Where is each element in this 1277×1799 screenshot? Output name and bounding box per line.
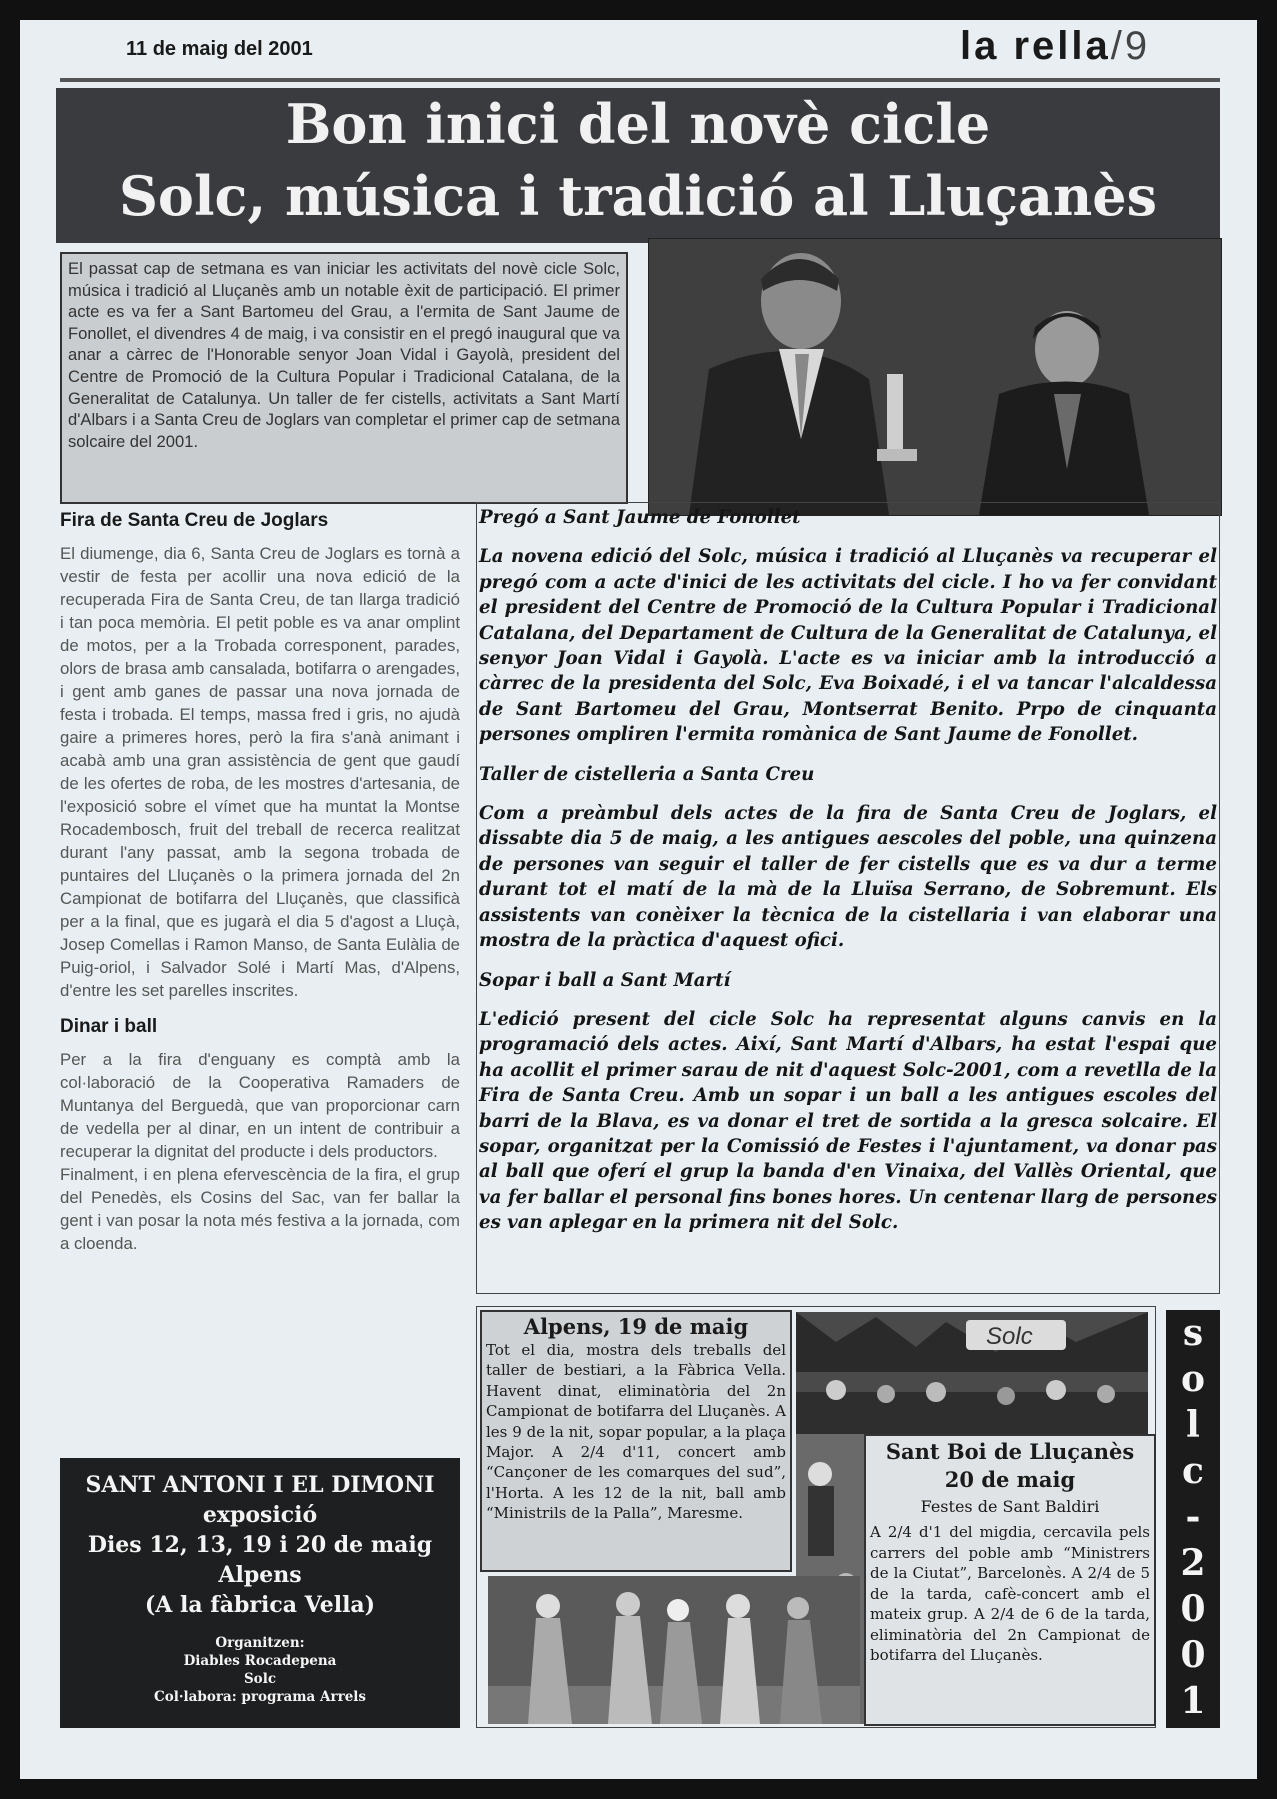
organizer-1: Diables Rocadepena — [183, 1653, 337, 1669]
header-rule — [60, 78, 1220, 82]
center-body-taller: Com a preàmbul dels actes de la fira de Santa Creu de Joglars, el dissabte dia 5 de maig, a les antigues aescoles del poble, una quinzena de persones van seguir el taller de fer cistells que es va dur a terme durant tot el matí de la mà de la Lluïsa Serrano, de Sobremunt. Els assistents van conèixer la tècnica de la cistellaria i van elaborar una mostra de la pràctica d'aquest ofici. — [479, 803, 1217, 952]
photo-prego — [648, 238, 1222, 516]
santboi-subtitle: Festes de Sant Baldiri — [920, 1497, 1100, 1516]
exhibition-dates: Dies 12, 13, 19 i 20 de maig — [87, 1532, 433, 1558]
alpens-title: Alpens, 19 de maig — [523, 1314, 749, 1339]
exhibition-title: SANT ANTONI I EL DIMONI — [85, 1472, 435, 1498]
exhibition-venue: (A la fàbrica Vella) — [144, 1592, 376, 1618]
center-body-prego: La novena edició del Solc, música i tradició al Lluçanès va recuperar el pregó com a acte d'inici de les activitats del cicle. I ho va fer convidant el president del Centre de Promoció de la Cultura Popular i Tradicional Catalana, del Departament de Cultura de la Generalitat de Catalunya, el senyor Joan Vidal i Gayolà. L'acte es va iniciar amb la introducció a càrrec de la presidenta del Solc, Eva Boixadé, i el va tancar l'alcaldessa de Sant Bartomeu del Grau, Montserrat Benito. Prpo de cinquanta persones ompliren l'ermita romànica de Sant Jaume de Fonollet. — [479, 546, 1217, 746]
headline-line-1: Bon inici del novè cicle — [285, 92, 991, 156]
section-body-fira: El diumenge, dia 6, Santa Creu de Joglars es tornà a vestir de festa per acollir una nova edició de la recuperada Fira de Santa Creu, de tan llarga tradició i tan poca memòria. El petit poble es va anar omplint de motos, per a la Trobada corresponent, parades, olors de brasa amb cansalada, botifarra o arengades, i gent amb ganes de passar una nova jornada de festa i trobada. El temps, massa fred i gris, no ajudà gaire a primeres hores, però la fira s'anà animant i acabà amb una gran assistència de gent que gaudí de les ofertes de roba, de les mostres d'artesania, de l'exposició sobre el vímet que ha muntat la Montse Rocadembosch, fruit del treball de recerca realitzat durant l'any passat, amb la segona trobada de puntaires del Lluçanès o la primera jornada del 2n Campionat de botifarra del Lluçanès, que classificà per a la final, que es jugarà el dia 5 d'agost a Lluçà, Josep Comellas i Ramon Manso, de Santa Eulàlia de Puig-oriol, i Salvador Solé i Martí Mas, d'Alpens, d'entre les set parelles inscrites. — [60, 544, 460, 1000]
vertical-letter: c — [1182, 1450, 1204, 1492]
organizers-label: Organitzen: — [215, 1635, 305, 1651]
photo-prego-illustration — [649, 239, 1221, 515]
section-title-dinar: Dinar i ball — [60, 1016, 158, 1037]
headline-line-2: Solc, música i tradició al Lluçanès — [118, 164, 1158, 228]
santboi-body: A 2/4 d'1 del migdia, cercavila pels carrers del poble amb “Ministrers de la Ciutat”, Barcelonès. A 2/4 de 5 de la tarda, cafè-concert amb el mateix grup. A 2/4 de 6 de la tarda, eliminatòria del 2n Campionat de botifarra del Lluçanès. — [870, 1523, 1150, 1664]
section-title-fira: Fira de Santa Creu de Joglars — [60, 510, 329, 531]
left-column — [60, 504, 460, 1255]
solc-2001-vertical-label — [1166, 1310, 1220, 1728]
center-heading-sopar: Sopar i ball a Sant Martí — [479, 969, 731, 991]
center-article — [476, 502, 1220, 1294]
vertical-letter: 0 — [1180, 1634, 1206, 1676]
photo-solc-stage — [796, 1312, 1148, 1434]
intro-paragraph: El passat cap de setmana es van iniciar les activitats del novè cicle Solc, música i tradició al Lluçanès amb un notable èxit de participació. El primer acte es va fer a Sant Bartomeu del Grau, a l'ermita de Sant Jaume de Fonollet, el divendres 4 de maig, i va consistir en el pregó inaugural que va anar a càrrec de l'Honorable senyor Joan Vidal i Gayolà, president del Centre de Promoció de la Cultura Popular i Tradicional Catalana, de la Generalitat de Catalunya. Un taller de fer cistells, activitats a Sant Martí d'Albars i a Santa Creu de Joglars van completar el primer cap de setmana solcaire del 2001. — [60, 252, 628, 504]
photo-solc-sign: Solc — [986, 1323, 1033, 1350]
santboi-title-1: Sant Boi de Lluçanès — [885, 1439, 1135, 1464]
vertical-letter: s — [1182, 1312, 1204, 1354]
vertical-letter: 1 — [1180, 1680, 1206, 1722]
section-body-dinar-2: Finalment, i en plena efervescència de la fira, el grup del Penedès, els Cosins del Sac, van fer ballar la gent i van posar la nota més festiva a la jornada, com a cloenda. — [60, 1165, 460, 1253]
newspaper-page — [20, 20, 1257, 1779]
collaborator: Col·labora: programa Arrels — [153, 1689, 367, 1705]
masthead — [960, 24, 1150, 69]
vertical-letter: o — [1180, 1358, 1205, 1400]
exhibition-box — [60, 1458, 460, 1728]
vertical-letter: - — [1185, 1496, 1201, 1538]
vertical-letter: l — [1186, 1404, 1200, 1446]
exhibition-sub: exposició — [202, 1502, 318, 1528]
santboi-title-2: 20 de maig — [944, 1467, 1076, 1492]
masthead-name: la rella — [960, 24, 1111, 68]
alpens-body: Tot el dia, mostra dels treballs del taller de bestiari, a la Fàbrica Vella. Havent dinat, eliminatòria del 2n Campionat de botifarra del Lluçanès. A les 9 de la nit, sopar popular, a la plaça Major. A 2/4 d'11, concert amb “Cançoner de les comarques del sud”, l'Horta. A les 12 de la nit, ball amb “Ministrils de la Palla”, Maresme. — [486, 1341, 786, 1523]
center-body-sopar: L'edició present del cicle Solc ha representat alguns canvis en la programació dels actes. Així, Sant Martí d'Albars, ha estat l'espai que ha acollit el primer sarau de nit d'aquest Solc-2001, com a revetlla de la Fira de Santa Creu. Amb un sopar i un ball a les antigues escoles del barri de la Blava, es va donar el tret de sortida a la gresca solcaire. El sopar, organitzat per la Comissió de Festes i l'ajuntament, va donar pas al ball que oferí el grup la banda d'en Vinaixa, del Vallès Oriental, que va fer ballar el personal fins bones hores. Un centenar llarg de persones es van aplegar en la primera nit del Solc. — [479, 1008, 1217, 1234]
page-number: /9 — [1110, 24, 1151, 68]
photo-dancers — [488, 1576, 860, 1724]
center-heading-taller: Taller de cistelleria a Santa Creu — [479, 763, 815, 785]
headline-banner — [56, 88, 1220, 243]
section-body-dinar-1: Per a la fira d'enguany es comptà amb la col·laboració de la Cooperativa Ramaders de Muntanya del Berguedà, que van proporcionar carn de vedella per al dinar, en un intent de contribuir a recuperar la dignitat del producte i dels productors. — [60, 1050, 460, 1161]
vertical-letter: 0 — [1180, 1588, 1206, 1630]
organizer-2: Solc — [243, 1671, 277, 1687]
photo-solc-stage-illustration — [796, 1312, 1148, 1434]
alpens-box — [480, 1310, 792, 1572]
photo-dancers-illustration — [488, 1576, 860, 1724]
exhibition-place: Alpens — [218, 1562, 302, 1588]
center-heading-prego: Pregó a Sant Jaume de Fonollet — [479, 507, 801, 528]
issue-date: 11 de maig del 2001 — [126, 38, 313, 60]
santboi-box — [864, 1434, 1156, 1726]
vertical-letter: 2 — [1180, 1542, 1206, 1584]
